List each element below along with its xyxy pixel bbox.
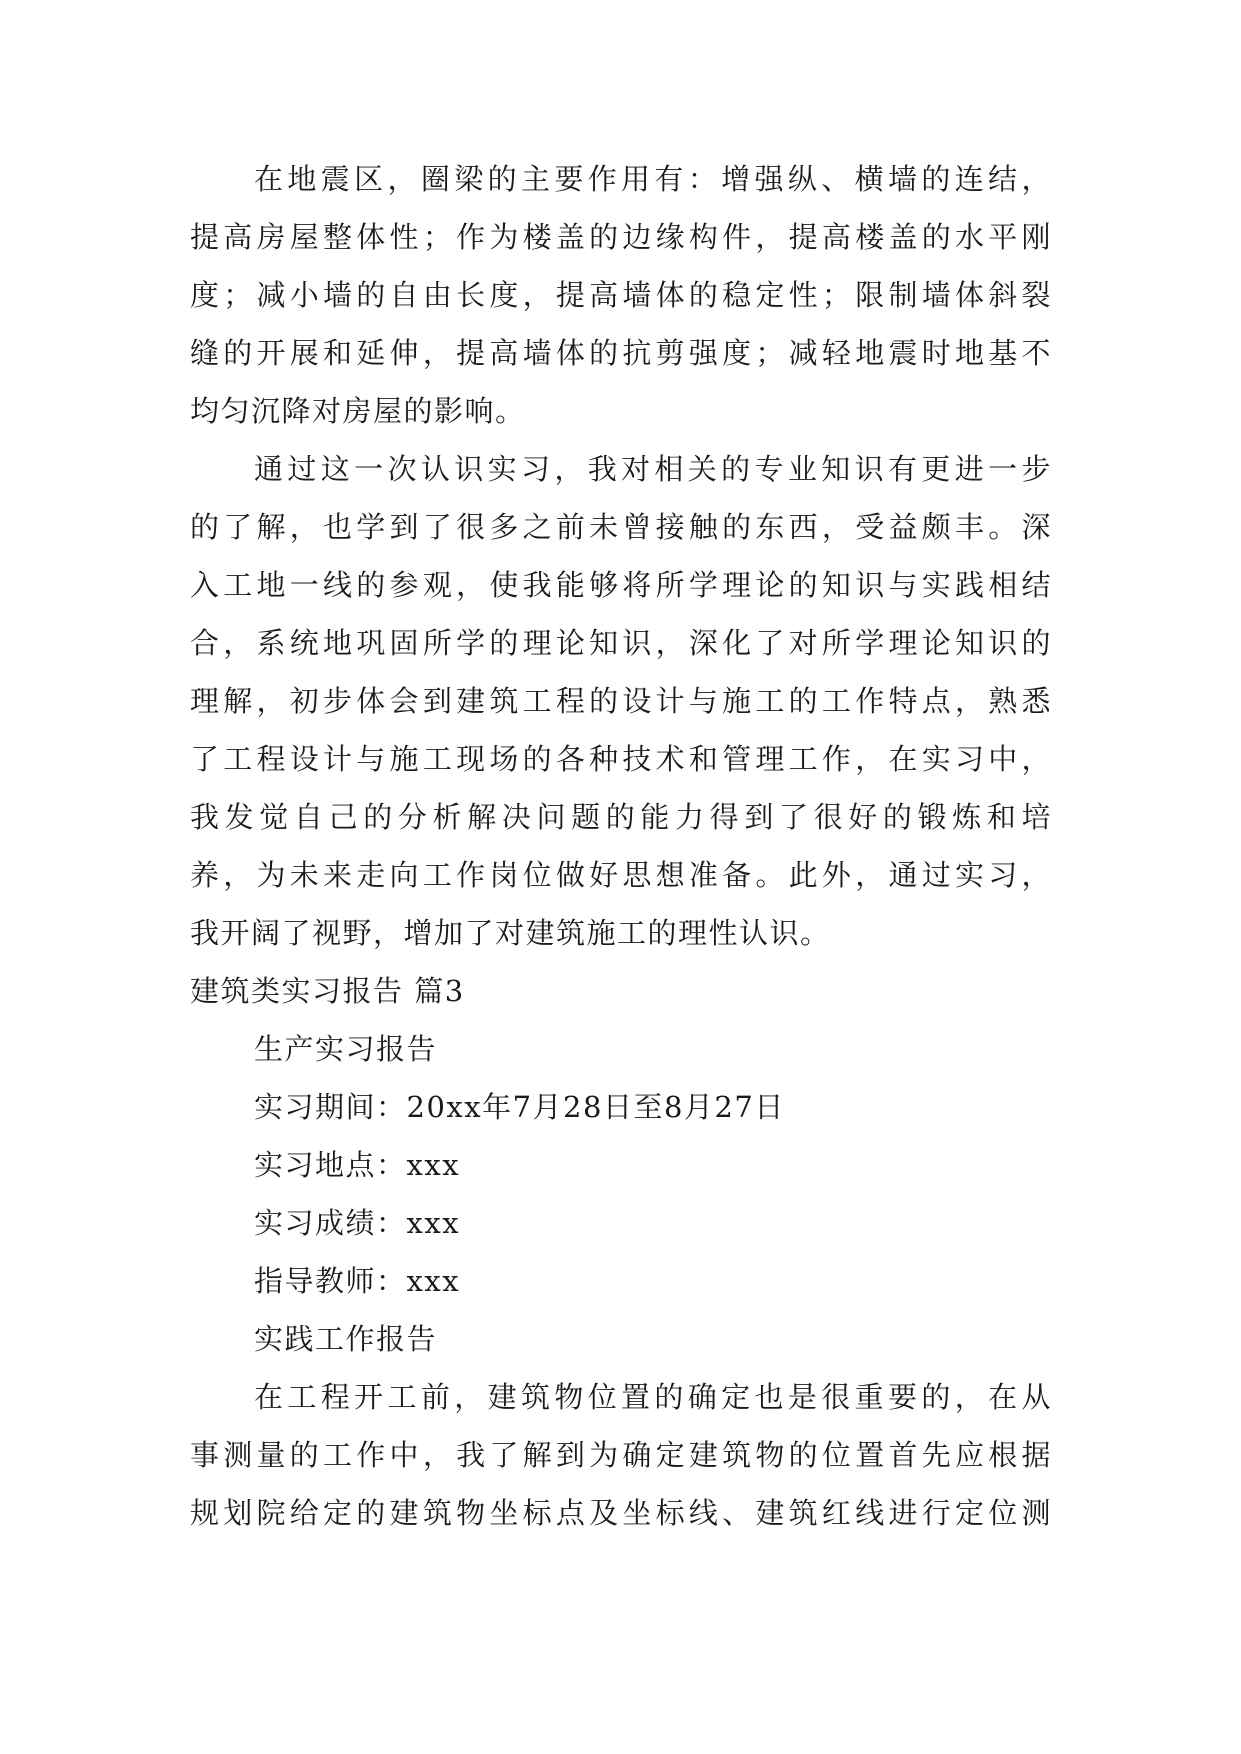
paragraph-building-positioning	[190, 1368, 1052, 1542]
instructor: 指导教师：xxx	[254, 1264, 461, 1298]
internship-location: 实习地点：xxx	[254, 1148, 461, 1182]
text-line: 度；减小墙的自由长度，提高墙体的稳定性；限制墙体斜裂	[190, 278, 1052, 312]
work-report-heading: 实践工作报告	[254, 1322, 438, 1356]
text-line: 在地震区，圈梁的主要作用有：增强纵、横墙的连结，	[254, 162, 1052, 196]
text-line: 入工地一线的参观，使我能够将所学理论的知识与实践相结	[190, 568, 1052, 602]
text-line: 通过这一次认识实习，我对相关的专业知识有更进一步	[254, 452, 1052, 486]
report-title: 生产实习报告	[254, 1032, 438, 1066]
text-line: 在工程开工前，建筑物位置的确定也是很重要的，在从	[254, 1380, 1052, 1414]
internship-score: 实习成绩：xxx	[254, 1206, 461, 1240]
text-line: 了工程设计与施工现场的各种技术和管理工作，在实习中，	[190, 742, 1052, 776]
document-page	[190, 150, 1052, 1542]
text-line: 我开阔了视野，增加了对建筑施工的理性认识。	[190, 916, 831, 950]
paragraph-internship-summary	[190, 440, 1052, 962]
paragraph-seismic-ring-beam	[190, 150, 1052, 440]
text-line: 我发觉自己的分析解决问题的能力得到了很好的锻炼和培	[190, 800, 1052, 834]
text-line: 提高房屋整体性；作为楼盖的边缘构件，提高楼盖的水平刚	[190, 220, 1052, 254]
text-line: 养，为未来走向工作岗位做好思想准备。此外，通过实习，	[190, 858, 1052, 892]
text-line: 的了解，也学到了很多之前未曾接触的东西，受益颇丰。深	[190, 510, 1052, 544]
text-line: 缝的开展和延伸，提高墙体的抗剪强度；减轻地震时地基不	[190, 336, 1052, 370]
text-line: 规划院给定的建筑物坐标点及坐标线、建筑红线进行定位测	[190, 1496, 1052, 1530]
text-line: 事测量的工作中，我了解到为确定建筑物的位置首先应根据	[190, 1438, 1052, 1472]
internship-period: 实习期间：20xx年7月28日至8月27日	[254, 1090, 785, 1124]
text-line: 均匀沉降对房屋的影响。	[190, 394, 526, 428]
text-line: 合，系统地巩固所学的理论知识，深化了对所学理论知识的	[190, 626, 1052, 660]
text-line: 理解，初步体会到建筑工程的设计与施工的工作特点，熟悉	[190, 684, 1052, 718]
section-heading: 建筑类实习报告 篇3	[190, 974, 465, 1008]
